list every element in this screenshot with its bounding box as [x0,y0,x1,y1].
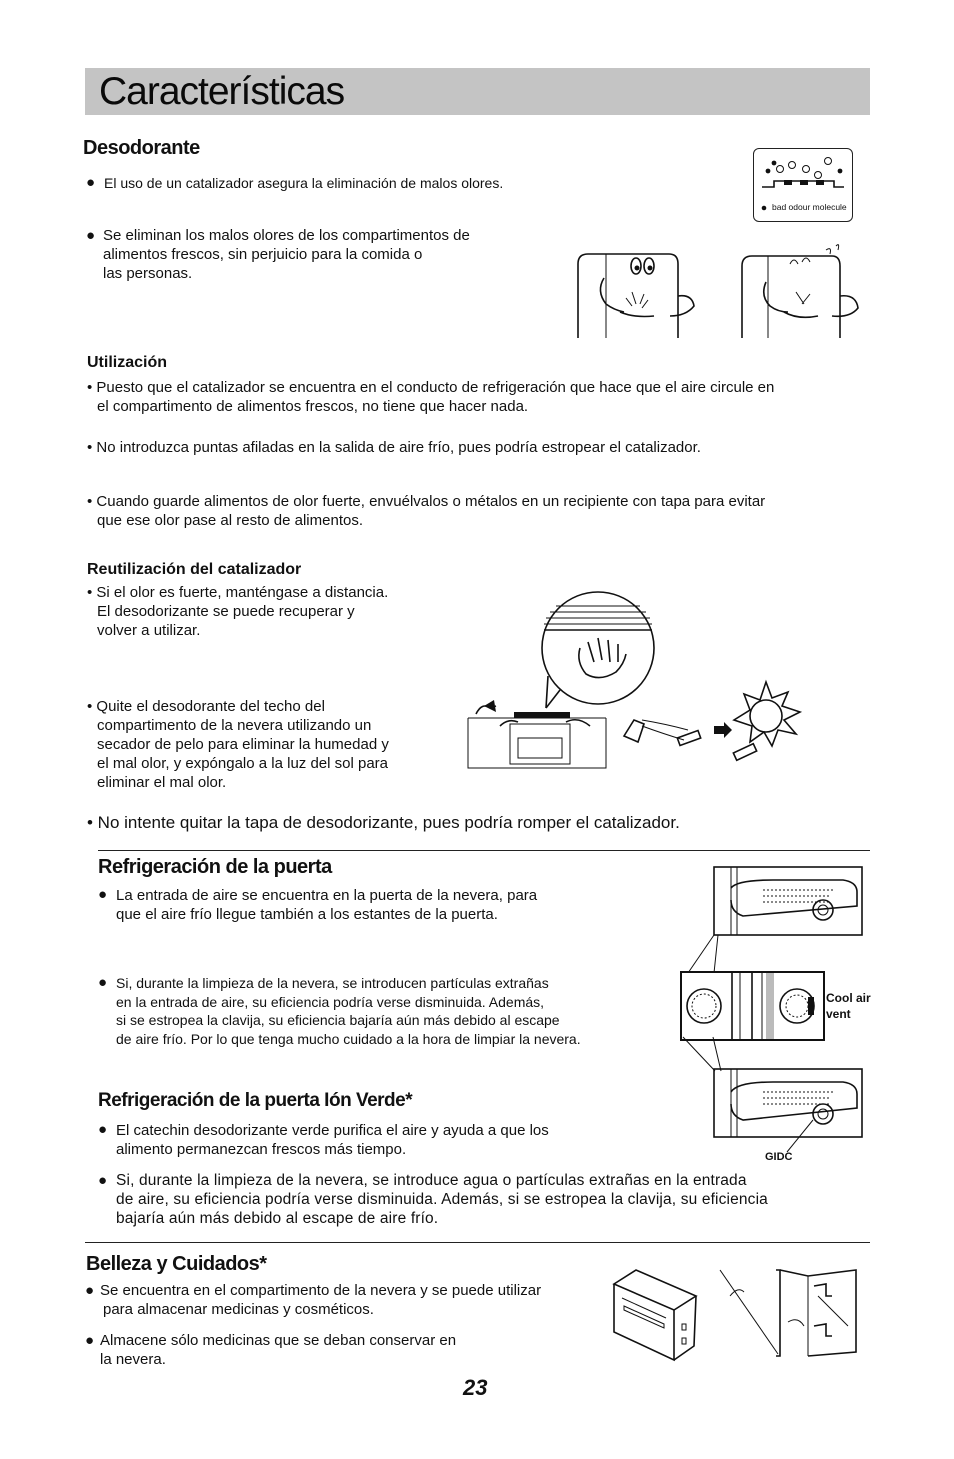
text-line: el mal olor, y expóngalo a la luz del sol para [97,755,389,772]
belleza-text-2 [100,1331,456,1369]
utilizacion-text-2: • No introduzca puntas afiladas en la salida de aire frío, pues podría estropear el catalizador. [87,439,701,456]
utilizacion-text-1 [87,378,774,416]
door-vent-illustration [713,866,865,938]
heading-desodorante: Desodorante [83,137,200,159]
bullet-dot-icon: ● [98,1172,108,1189]
text-line: compartimento de la nevera utilizando un [97,717,372,734]
heading-ion-verde: Refrigeración de la puerta Ión Verde* [98,1090,413,1111]
text-line: • Si el olor es fuerte, manténgase a distancia. [87,584,389,601]
puerta-text-1 [116,886,537,924]
storage-box-illustration [610,1268,700,1364]
bullet-dot-icon: ● [85,1282,95,1299]
puerta-text-2 [116,974,581,1048]
reutilizacion-text-2 [87,697,389,792]
text-line: en la entrada de aire, su eficiencia podría verse disminuida. Además, [116,993,545,1010]
vent-zoom-box [680,971,825,1041]
reutilizacion-text-3: • No intente quitar la tapa de desodorizante, pues podría romper el catalizador. [87,813,680,832]
cool-air-vent-label [826,990,871,1022]
text-line: alimento permanezcan frescos más tiempo. [116,1141,407,1158]
vent-zoom-graphic [682,973,823,1039]
desodorante-text-2 [103,226,470,283]
text-line: las personas. [103,265,193,282]
text-line: volver a utilizar. [97,622,201,639]
gidc-label: GIDC [765,1151,793,1163]
heading-refrigeracion-puerta: Refrigeración de la puerta [98,856,332,878]
gidc-vent-illustration [713,1068,865,1140]
section-divider [85,1242,870,1243]
text-line: la nevera. [100,1351,166,1368]
heading-utilizacion: Utilización [87,354,168,371]
text-line: bajaría aún más debido al escape de aire frío. [116,1210,439,1227]
text-line: • Puesto que el catalizador se encuentra en el conducto de refrigeración que hace que el aire circule en [87,379,775,396]
text-line: para almacenar medicinas y cosméticos. [103,1301,374,1318]
text-line: eliminar el mal olor. [97,774,227,791]
section-divider [98,850,870,851]
text-line: que el aire frío llegue también a los estantes de la puerta. [116,906,498,923]
page-number: 23 [463,1375,488,1400]
bullet-dot-icon: ● [98,974,108,991]
page-title: Características [99,70,345,113]
text-line: Si, durante la limpieza de la nevera, se introduce agua o partículas extrañas en la entrada [116,1172,747,1189]
text-line: Cool air [826,991,871,1005]
legend-label: bad odour molecule [772,202,847,212]
text-line: alimentos frescos, sin perjuicio para la comida o [103,246,423,263]
text-line: el compartimento de alimentos frescos, no tiene que hacer nada. [97,398,529,415]
text-line: de aire frío. Por lo que tenga mucho cuidado a la hora de limpiar la nevera. [116,1030,581,1047]
text-line: vent [826,1007,851,1021]
text-line: Se eliminan los malos olores de los compartimentos de [103,227,470,244]
text-line: • Cuando guarde alimentos de olor fuerte, envuélvalos o métalos en un recipiente con tapa para evitar [87,493,766,510]
text-line: El catechin desodorizante verde purifica el aire y ayuda a que los [116,1122,549,1139]
odour-legend-box [753,148,853,222]
bullet-dot-icon: ● [86,174,96,191]
heading-reutilizacion: Reutilización del catalizador [87,561,302,578]
text-line: La entrada de aire se encuentra en la puerta de la nevera, para [116,887,538,904]
text-line: Almacene sólo medicinas que se deban conservar en [100,1332,457,1349]
fridge-happy-illustration [574,246,704,338]
bullet-dot-icon: ● [98,886,108,903]
text-line: • Quite el desodorante del techo del [87,698,325,715]
title-bar [85,68,870,115]
ion-verde-text-1 [116,1121,549,1159]
text-line: Si, durante la limpieza de la nevera, se introducen partículas extrañas [116,975,549,991]
reutilizacion-text-1 [87,583,388,640]
dryer-sun-illustration [466,690,816,770]
bullet-dot-icon: ● [85,1332,95,1349]
text-line: El desodorizante se puede recuperar y [97,603,355,620]
desodorante-text-1: El uso de un catalizador asegura la eliminación de malos olores. [104,175,504,191]
text-line: si se estropea la clavija, su eficiencia bajaría aún más debido al escape [116,1012,560,1028]
bullet-dot-icon: ● [98,1121,108,1138]
fridge-smelly-illustration [740,246,870,338]
text-line: de aire, su eficiencia podría verse disminuida. Además, si se estropea la clavija, su eficiencia [116,1191,768,1208]
text-line: que ese olor pase al resto de alimentos. [97,512,363,529]
heading-belleza: Belleza y Cuidados* [86,1253,267,1275]
ion-verde-text-2 [116,1171,768,1228]
text-line: secador de pelo para eliminar la humedad y [97,736,389,753]
belleza-text-1 [100,1281,541,1319]
bullet-dot-icon: ● [86,227,96,244]
utilizacion-text-3 [87,492,765,530]
text-line: Se encuentra en el compartimento de la nevera y se puede utilizar [100,1282,542,1299]
fridge-door-illustration [718,1266,860,1358]
